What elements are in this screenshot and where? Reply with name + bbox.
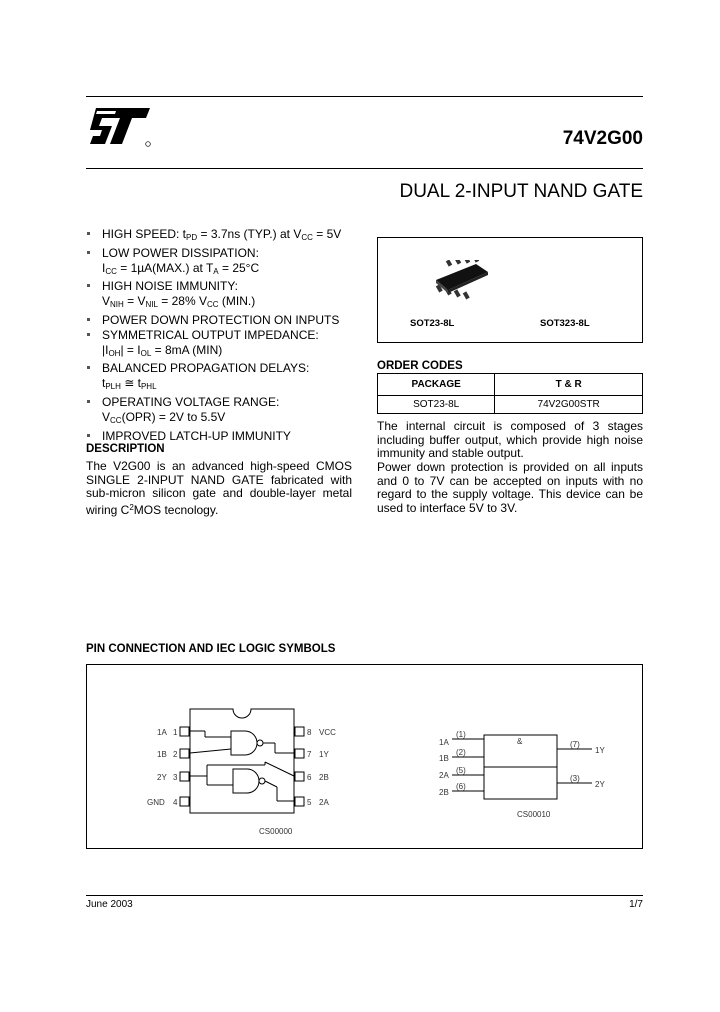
column-header: PACKAGE [378, 374, 495, 396]
subscript: CC [105, 266, 117, 276]
feature-item [86, 361, 356, 376]
subscript: PD [186, 233, 198, 242]
feature-item [86, 261, 356, 280]
pin-name-left: 1A [157, 728, 167, 737]
feature-text: HIGH SPEED: t [102, 227, 187, 241]
feature-text: POWER DOWN PROTECTION ON INPUTS [102, 312, 340, 327]
table-header-row [378, 374, 643, 396]
iec-output-pin: (7) [570, 740, 580, 749]
feature-item [86, 395, 356, 410]
package-label-sot23: SOT23-8L [410, 318, 455, 329]
feature-text: = 3.7ns (TYP.) at V [197, 227, 302, 241]
table-cell: 74V2G00STR [495, 396, 643, 414]
subscript: CC [206, 300, 219, 310]
pin-name-right: 2B [319, 773, 329, 782]
header-rule [86, 168, 643, 169]
bullet-icon [87, 434, 90, 437]
pin-number-left: 3 [173, 773, 178, 782]
feature-item [86, 343, 356, 362]
iec-output-pin: (3) [570, 774, 580, 783]
feature-text: = 8mA (MIN) [151, 342, 223, 357]
footer-rule [86, 895, 643, 896]
feature-text: = 25°C [218, 260, 260, 275]
feature-text: BALANCED PROPAGATION DELAYS: [102, 361, 310, 376]
pin-number-left: 4 [173, 798, 178, 807]
iec-output-name: 2Y [595, 780, 605, 789]
feature-text: OPERATING VOLTAGE RANGE: [102, 394, 280, 409]
diagram-code: CS00010 [517, 810, 551, 819]
feature-text: V [102, 294, 111, 309]
feature-text: = 5V [312, 227, 342, 241]
feature-list [86, 227, 356, 443]
top-rule [86, 96, 643, 97]
feature-text: IMPROVED LATCH-UP IMMUNITY [102, 428, 291, 443]
subscript: A [213, 266, 219, 276]
pin-number-left: 2 [173, 750, 178, 759]
feature-text: I [102, 260, 106, 275]
feature-text: = V [123, 294, 146, 309]
feature-text: ≅ t [120, 376, 141, 391]
pin-number-right: 8 [307, 728, 312, 737]
iec-input-pin: (5) [456, 766, 466, 775]
iec-input-name: 1B [439, 754, 449, 763]
iec-input-name: 1A [439, 738, 449, 747]
package-label-sot323: SOT323-8L [540, 318, 590, 329]
pin-name-left: GND [147, 798, 165, 807]
footer-date: June 2003 [86, 899, 133, 910]
sot23-package-image [432, 260, 492, 305]
pin-name-right: 1Y [319, 750, 329, 759]
feature-text: = 1µA(MAX.) at T [116, 260, 214, 275]
feature-text: (MIN.) [218, 294, 256, 309]
feature-text: V [102, 409, 111, 424]
order-codes-heading: ORDER CODES [377, 360, 463, 372]
subscript: CC [110, 415, 122, 425]
feature-item [86, 279, 356, 294]
pin-number-right: 7 [307, 750, 312, 759]
feature-text: LOW POWER DISSIPATION: [102, 245, 259, 260]
feature-text: t [102, 376, 106, 391]
pin-name-right: 2A [319, 798, 329, 807]
description-heading: DESCRIPTION [86, 443, 165, 455]
column-header: T & R [495, 374, 643, 396]
bullet-icon [87, 232, 90, 235]
feature-text: (OPR) = 2V to 5.5V [121, 409, 226, 424]
part-number: 74V2G00 [562, 128, 643, 149]
iec-output-name: 1Y [595, 746, 605, 755]
feature-item [86, 328, 356, 343]
subscript: CC [301, 233, 313, 242]
diagram-code: CS00000 [259, 827, 293, 836]
bullet-icon [87, 318, 90, 321]
feature-text: SYMMETRICAL OUTPUT IMPEDANCE: [102, 327, 319, 342]
iec-input-name: 2B [439, 788, 449, 797]
iec-input-pin: (1) [456, 730, 466, 739]
feature-item [86, 313, 356, 328]
order-codes-table [377, 373, 643, 414]
pin-name-right: VCC [319, 728, 336, 737]
feature-text: = 28% V [157, 294, 207, 309]
package-box [377, 237, 643, 343]
bullet-icon [87, 251, 90, 254]
pin-number-right: 6 [307, 773, 312, 782]
feature-item [86, 227, 356, 246]
feature-item [86, 429, 356, 444]
feature-item [86, 376, 356, 395]
feature-item [86, 246, 356, 261]
circuit-paragraph-2: Power down protection is provided on all inputs and 0 to 7V can be accepted on inputs with no regard to the supply voltage. This device can be used to interface 5V to 3V. [377, 460, 643, 515]
footer-page-number: 1/7 [629, 899, 643, 910]
feature-item [86, 410, 356, 429]
pin-name-left: 2Y [157, 773, 167, 782]
subscript: PLH [105, 382, 121, 392]
table-row [378, 396, 643, 414]
feature-item [86, 294, 356, 313]
circuit-paragraph-1: The internal circuit is composed of 3 stages including buffer output, which provide high noise immunity and stable output. [377, 419, 643, 460]
bullet-icon [87, 400, 90, 403]
dip-package-outline [190, 709, 294, 813]
doc-subtitle: DUAL 2-INPUT NAND GATE [399, 181, 643, 202]
iec-input-pin: (6) [456, 782, 466, 791]
pin-number-left: 1 [173, 728, 178, 737]
description-text: The V2G00 is an advanced high-speed CMOS SINGLE 2-INPUT NAND GATE fabricated with sub-micron silicon gate and double-layer metal wiring $C^2MOS$ tecnology. [86, 459, 352, 517]
st-logo [88, 106, 154, 153]
subscript: NIH [110, 300, 124, 310]
pin-connection-heading: PIN CONNECTION AND IEC LOGIC SYMBOLS [86, 643, 336, 655]
bullet-icon [87, 284, 90, 287]
pin-name-left: 1B [157, 750, 167, 759]
table-cell: SOT23-8L [378, 396, 495, 414]
iec-and-symbol: & [517, 737, 523, 746]
subscript: PHL [140, 382, 157, 392]
bullet-icon [87, 366, 90, 369]
iec-input-pin: (2) [456, 748, 466, 757]
pin-number-right: 5 [307, 798, 312, 807]
iec-input-name: 2A [439, 771, 449, 780]
subscript: OH [108, 348, 121, 358]
feature-text: HIGH NOISE IMMUNITY: [102, 279, 239, 294]
subscript: OL [140, 348, 152, 358]
feature-text: |I [102, 342, 109, 357]
pin-connection-box [86, 664, 643, 849]
subscript: NIL [145, 300, 158, 310]
bullet-icon [87, 333, 90, 336]
pin-diagrams [87, 665, 642, 848]
feature-text: | = I [120, 342, 141, 357]
